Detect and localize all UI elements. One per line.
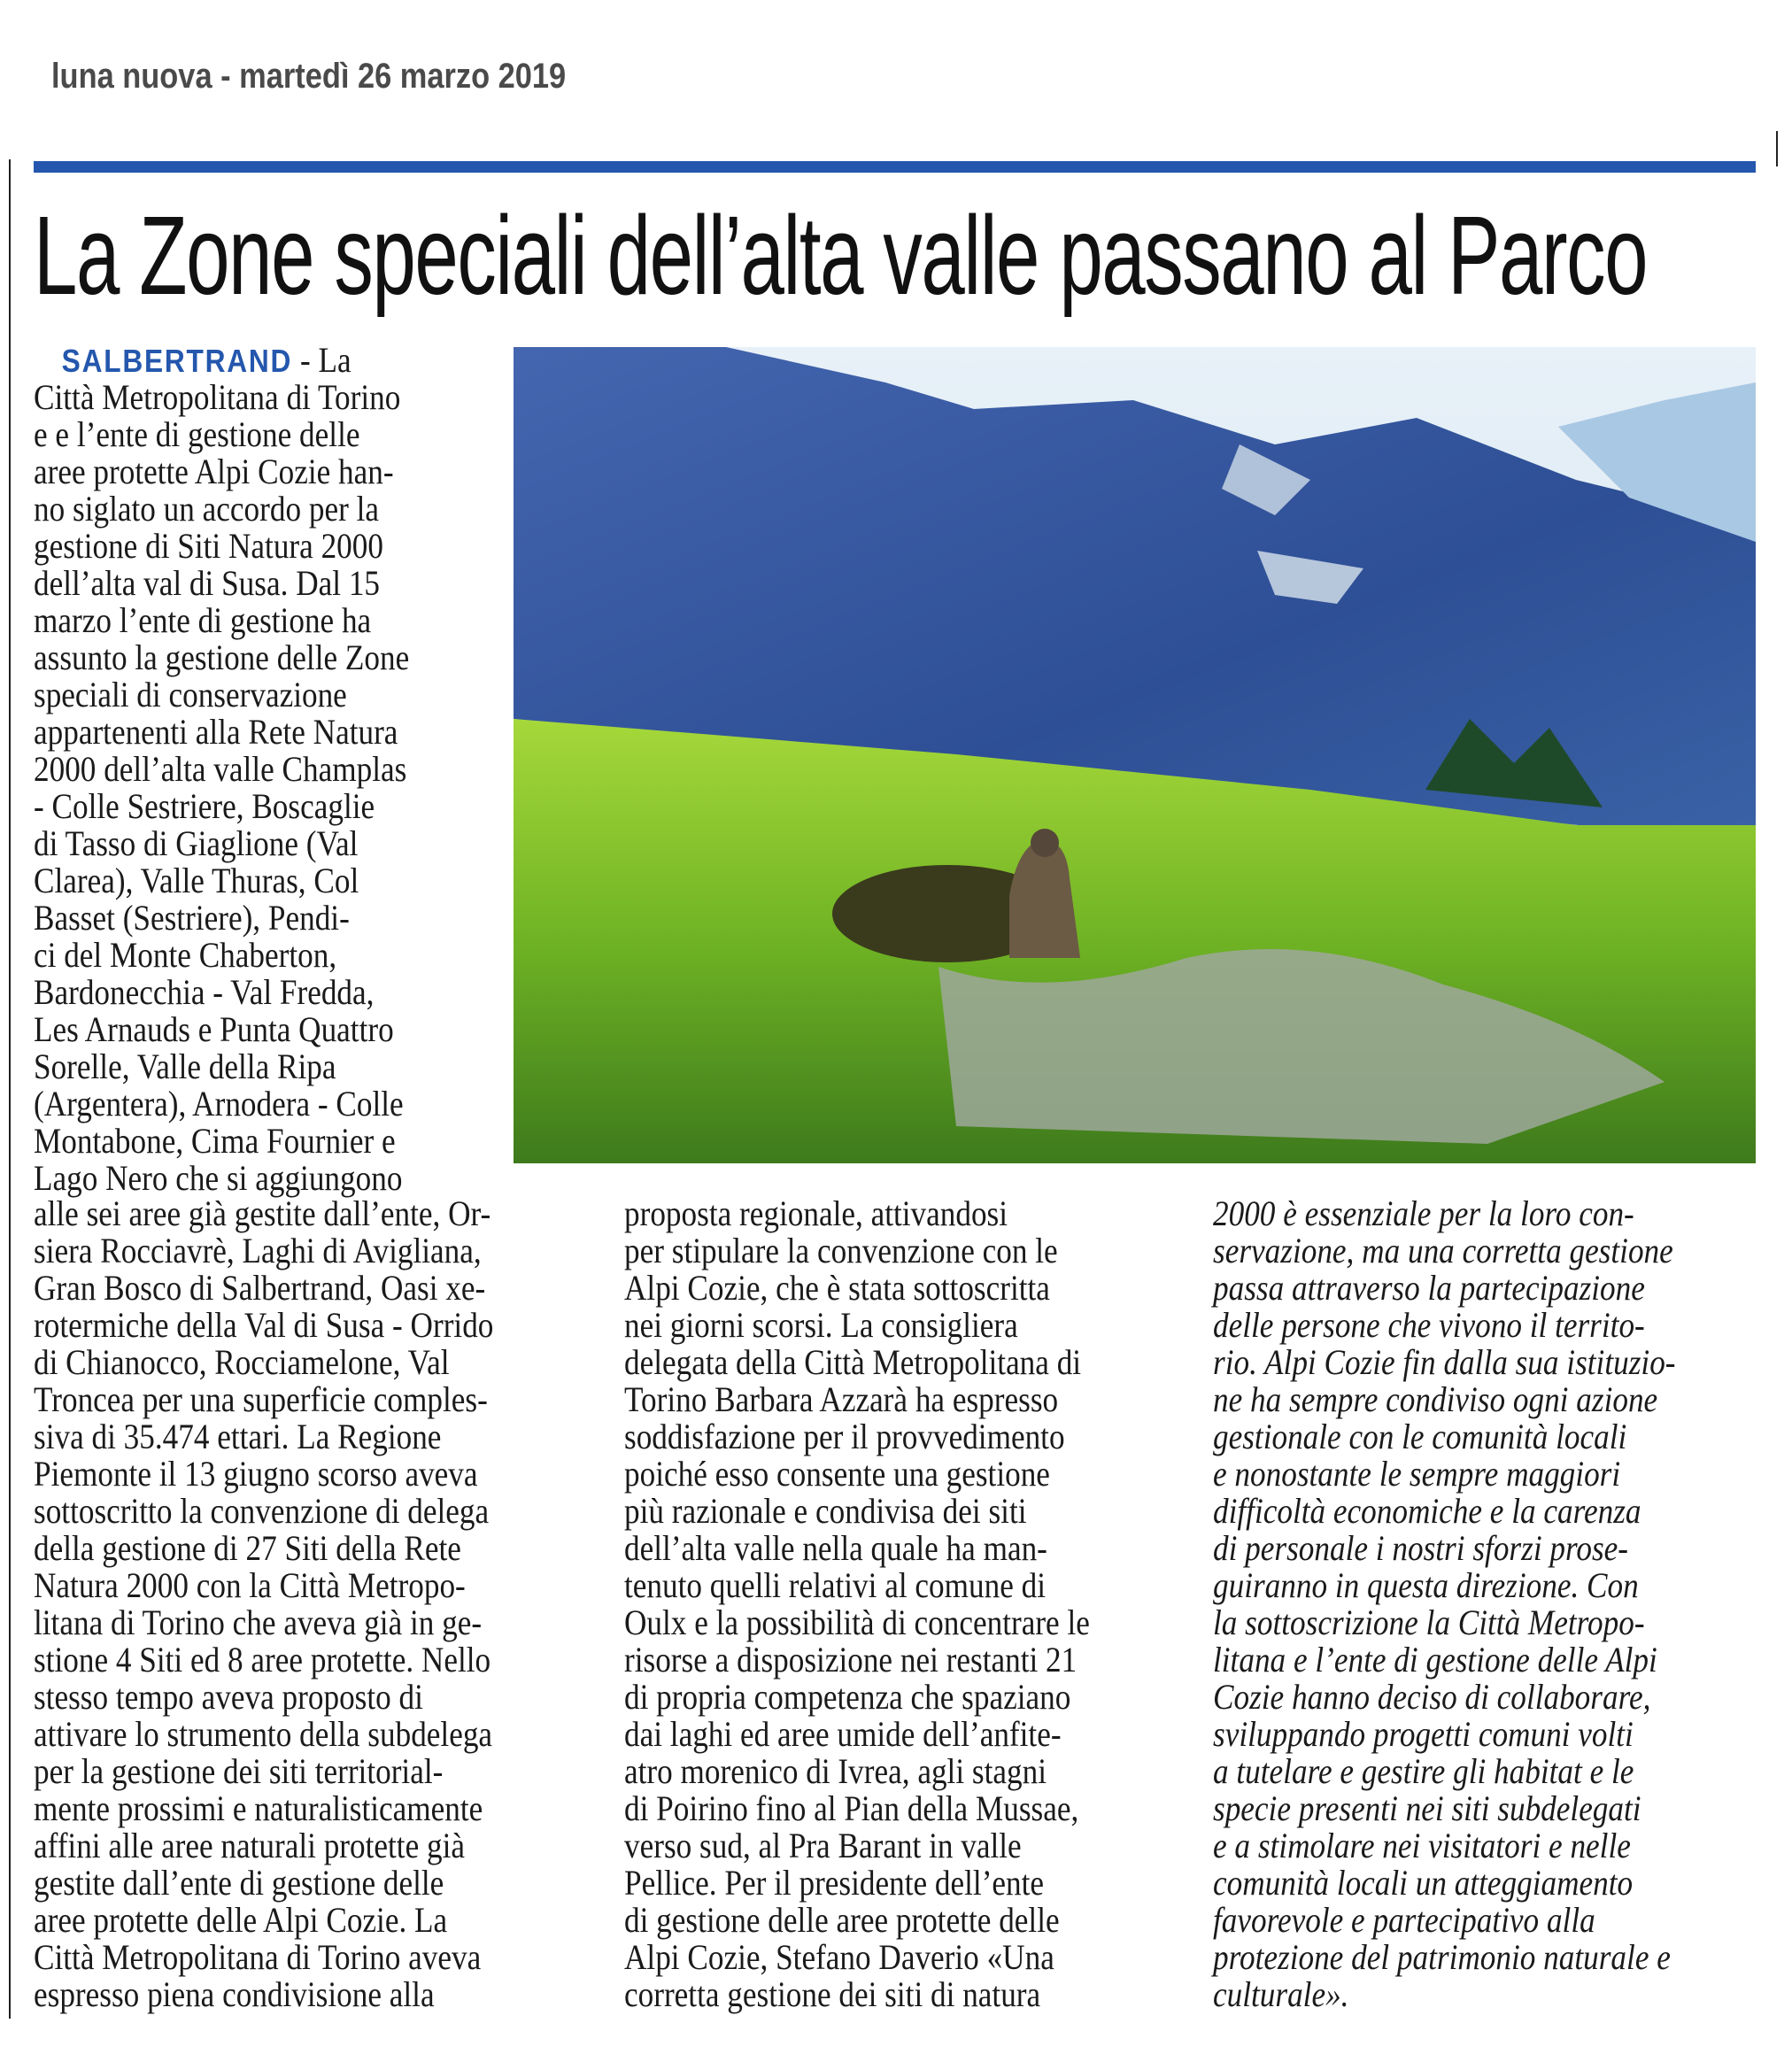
text-line: gestite dall’ente di gestione delle [34, 1863, 444, 1903]
text-line: 2000 è essenziale per la loro con- [1213, 1193, 1634, 1233]
text-line: litana e l’ente di gestione delle Alpi [1213, 1640, 1657, 1679]
article-column-3-quote [1213, 1195, 1739, 2013]
text-line: proposta regionale, attivandosi [624, 1193, 1008, 1233]
text-line: no siglato un accordo per la [34, 489, 380, 529]
text-line: stesso tempo aveva proposto di [34, 1677, 423, 1717]
text-line: aree protette Alpi Cozie han- [34, 452, 394, 491]
text-line: Torino Barbara Azzarà ha espresso [624, 1379, 1059, 1419]
masthead: luna nuova - martedì 26 marzo 2019 [51, 57, 567, 96]
text-line: Piemonte il 13 giugno scorso aveva [34, 1454, 478, 1494]
text-line: (Argentera), Arnodera - Colle [34, 1084, 404, 1124]
text-line: rio. Alpi Cozie fin dalla sua istituzio- [1213, 1342, 1676, 1382]
text-line: per stipulare la convenzione con le [624, 1231, 1058, 1270]
text-line: dell’alta valle nella quale ha man- [624, 1528, 1047, 1568]
text-line: Les Arnauds e Punta Quattro [34, 1009, 394, 1049]
text-line: ne ha sempre condiviso ogni azione [1213, 1379, 1658, 1419]
text-line: comunità locali un atteggiamento [1213, 1863, 1634, 1903]
text-line: di personale i nostri sforzi prose- [1213, 1528, 1629, 1568]
dateline: SALBERTRAND [61, 343, 293, 379]
text-line: Alpi Cozie, che è stata sottoscritta [624, 1268, 1050, 1308]
text-line: alle sei aree già gestite dall’ente, Or- [34, 1193, 491, 1233]
text-line: appartenenti alla Rete Natura [34, 712, 398, 752]
text-line: Pellice. Per il presidente dell’ente [624, 1863, 1045, 1903]
text-line: la sottoscrizione la Città Metropo- [1213, 1602, 1645, 1642]
article-column-1-top [34, 342, 460, 1197]
text-line: e a stimolare nei visitatori e nelle [1213, 1826, 1631, 1865]
text-line: Sorelle, Valle della Ripa [34, 1046, 336, 1086]
text-line: litana di Torino che aveva già in ge- [34, 1602, 483, 1642]
text-line: 2000 dell’alta valle Champlas [34, 749, 407, 789]
text-line: di propria competenza che spaziano [624, 1677, 1071, 1717]
text-line: rotermiche della Val di Susa - Orrido [34, 1305, 494, 1345]
text-line: di Poirino fino al Pian della Mussae, [624, 1788, 1079, 1828]
text-line: Natura 2000 con la Città Metropo- [34, 1565, 466, 1605]
text-line: passa attraverso la partecipazione [1213, 1268, 1645, 1308]
dateline-rest: - La [292, 340, 351, 380]
text-line: Clarea), Valle Thuras, Col [34, 861, 359, 900]
headline-rule [34, 161, 1756, 173]
text-line: delegata della Città Metropolitana di [624, 1342, 1082, 1382]
text-line: e nonostante le sempre maggiori [1213, 1454, 1621, 1494]
text-line: Lago Nero che si aggiungono [34, 1158, 403, 1198]
text-line: poiché esso consente una gestione [624, 1454, 1050, 1494]
text-line: speciali di conservazione [34, 675, 347, 714]
article-column-1-bottom [34, 1195, 556, 2013]
text-line: marzo l’ente di gestione ha [34, 600, 372, 640]
text-line: aree protette delle Alpi Cozie. La [34, 1900, 448, 1940]
text-line: a tutelare e gestire gli habitat e le [1213, 1751, 1634, 1791]
article-headline: La Zone speciali dell’alta valle passano al Parco [34, 193, 1648, 318]
text-line: Cozie hanno deciso di collaborare, [1213, 1677, 1651, 1717]
text-line: siera Rocciavrè, Laghi di Avigliana, [34, 1231, 482, 1270]
text-line: di Chianocco, Rocciamelone, Val [34, 1342, 450, 1382]
text-line: corretta gestione dei siti di natura [624, 1974, 1041, 2014]
text-line: dai laghi ed aree umide dell’anfite- [624, 1714, 1062, 1754]
text-line: gestionale con le comunità locali [1213, 1417, 1627, 1456]
text-line: tenuto quelli relativi al comune di [624, 1565, 1047, 1605]
text-line: Gran Bosco di Salbertrand, Oasi xe- [34, 1268, 486, 1308]
text-line: Alpi Cozie, Stefano Daverio «Una [624, 1937, 1054, 1977]
text-line: sottoscritto la convenzione di delega [34, 1491, 490, 1531]
article-photo-marmot [514, 347, 1756, 1163]
text-line: specie presenti nei siti subdelegati [1213, 1788, 1641, 1828]
page-border-right [1776, 131, 1778, 166]
text-line: più razionale e condivisa dei siti [624, 1491, 1027, 1531]
text-line: Troncea per una superficie comples- [34, 1379, 488, 1419]
text-line: servazione, ma una corretta gestione [1213, 1231, 1673, 1270]
text-line: Montabone, Cima Fournier e [34, 1121, 396, 1161]
text-line: favorevole e partecipativo alla [1213, 1900, 1595, 1940]
page-border-left [9, 159, 11, 2019]
article-column-2 [624, 1195, 1154, 2013]
text-line: soddisfazione per il provvedimento [624, 1417, 1065, 1456]
text-line: culturale». [1213, 1974, 1349, 2014]
text-line: espresso piena condivisione alla [34, 1974, 435, 2014]
text-line: e e l’ente di gestione delle [34, 414, 360, 454]
text-line: di Tasso di Giaglione (Val [34, 823, 359, 863]
text-line: Bardonecchia - Val Fredda, [34, 972, 375, 1012]
text-line: difficoltà economiche e la carenza [1213, 1491, 1641, 1531]
text-line: Oulx e la possibilità di concentrare le [624, 1602, 1090, 1642]
text-line: stione 4 Siti ed 8 aree protette. Nello [34, 1640, 491, 1679]
text-line: guiranno in questa direzione. Con [1213, 1565, 1639, 1605]
text-line: risorse a disposizione nei restanti 21 [624, 1640, 1078, 1679]
text-line: - Colle Sestriere, Boscaglie [34, 786, 375, 826]
text-line: dell’alta val di Susa. Dal 15 [34, 563, 381, 603]
text-line: nei giorni scorsi. La consigliera [624, 1305, 1018, 1345]
text-line: assunto la gestione delle Zone [34, 637, 410, 677]
text-line: delle persone che vivono il territo- [1213, 1305, 1645, 1345]
text-line: sviluppando progetti comuni volti [1213, 1714, 1634, 1754]
text-line: di gestione delle aree protette delle [624, 1900, 1060, 1940]
text-line: verso sud, al Pra Barant in valle [624, 1826, 1022, 1865]
text-line: mente prossimi e naturalisticamente [34, 1788, 483, 1828]
text-line: atro morenico di Ivrea, agli stagni [624, 1751, 1047, 1791]
text-line: della gestione di 27 Siti della Rete [34, 1528, 461, 1568]
text-line: Città Metropolitana di Torino aveva [34, 1937, 482, 1977]
text-line: protezione del patrimonio naturale e [1213, 1937, 1671, 1977]
text-line: per la gestione dei siti territorial- [34, 1751, 444, 1791]
text-line: affini alle aree naturali protette già [34, 1826, 466, 1865]
text-line: Città Metropolitana di Torino [34, 377, 401, 417]
text-line: siva di 35.474 ettari. La Regione [34, 1417, 442, 1456]
text-line: gestione di Siti Natura 2000 [34, 526, 383, 566]
text-line: attivare lo strumento della subdelega [34, 1714, 493, 1754]
text-line: Basset (Sestriere), Pendi- [34, 898, 350, 938]
text-line: ci del Monte Chaberton, [34, 935, 337, 975]
